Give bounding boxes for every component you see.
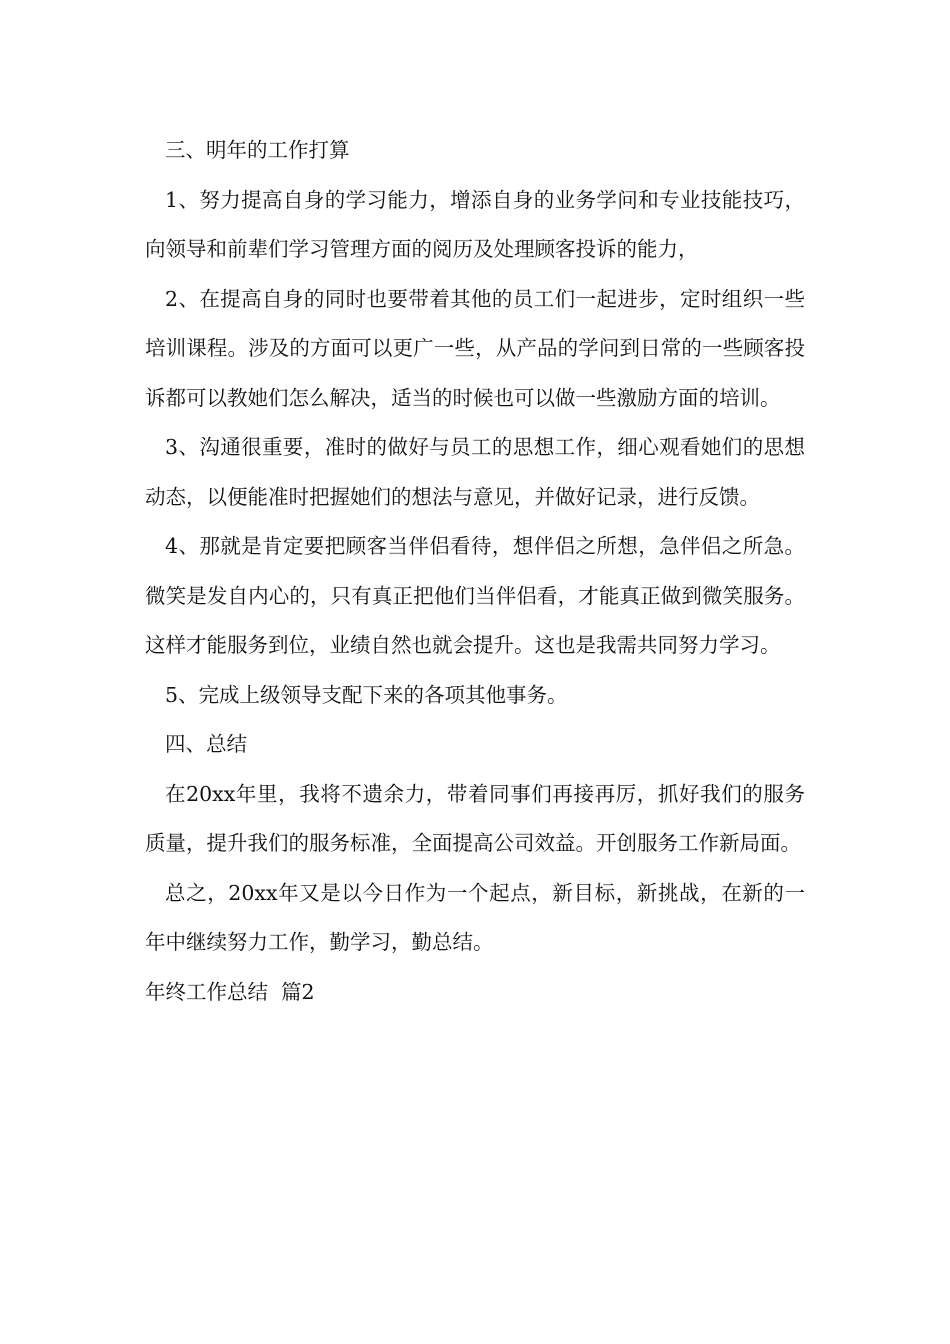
heading-summary: 四、总结 [165,732,247,756]
document-body [145,126,805,1017]
paragraph-plan-3: 3、沟通很重要，准时的做好与员工的思想工作，细心观看她们的思想动态，以便能准时把握她们的想法与意见，并做好记录，进行反馈。 [145,435,805,509]
paragraph-plan-4: 4、那就是肯定要把顾客当伴侣看待，想伴侣之所想，急伴侣之所急。微笑是发自内心的，只有真正把他们当伴侣看，才能真正做到微笑服务。这样才能服务到位，业绩自然也就会提升。这也是我需共同努力学习。 [145,534,805,657]
section-title: 年终工作总结 篇2 [145,979,315,1004]
paragraph-plan-2: 2、在提高自身的同时也要带着其他的员工们一起进步，定时组织一些培训课程。涉及的方面可以更广一些，从产品的学问到日常的一些顾客投诉都可以教她们怎么解决，适当的时候也可以做一些激励方面的培训。 [145,286,805,410]
paragraph-summary-1: 在20xx年里，我将不遗余力，带着同事们再接再厉，抓好我们的服务质量，提升我们的服务标准，全面提高公司效益。开创服务工作新局面。 [145,781,805,855]
heading-plans: 三、明年的工作打算 [165,138,350,162]
paragraph-plan-1: 1、努力提高自身的学习能力，增添自身的业务学问和专业技能技巧，向领导和前辈们学习管理方面的阅历及处理顾客投诉的能力， [145,187,805,261]
paragraph-plan-5: 5、完成上级领导支配下来的各项其他事务。 [165,682,568,707]
paragraph-summary-2: 总之，20xx年又是以今日作为一个起点，新目标，新挑战，在新的一年中继续努力工作，勤学习，勤总结。 [145,880,805,954]
